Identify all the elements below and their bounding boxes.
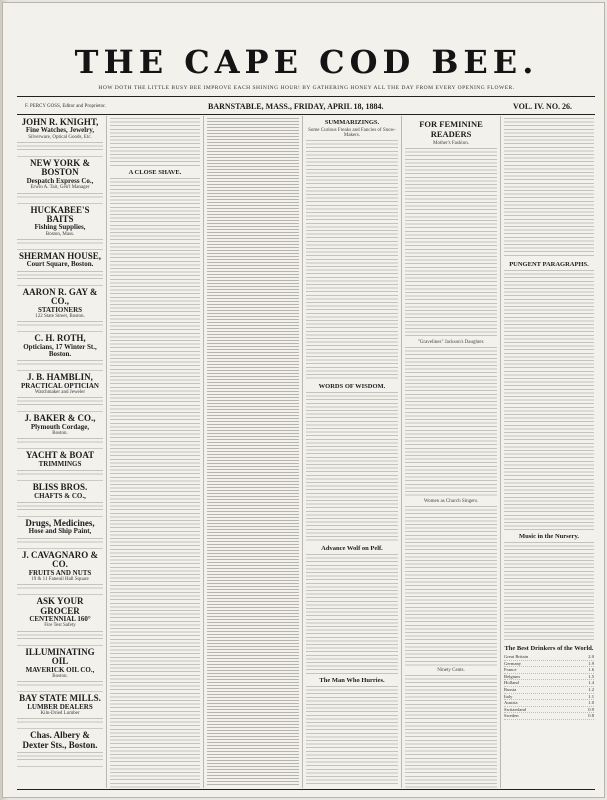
ad-name: C. H. ROTH, [34,333,86,344]
advertisement [17,204,103,250]
table-row-value: 1.2 [588,686,594,692]
column-3 [207,116,299,788]
column-divider [302,116,303,788]
newspaper-masthead: THE CAPE COD BEE. [74,43,539,81]
table-row-label: Holland [504,680,519,686]
column-divider [401,116,402,788]
column-2 [110,116,200,788]
section-heading: SUMMARIZINGS. [324,119,380,126]
ad-detail: Erwin A. Tait, Gen'l Manager [30,185,90,191]
section-heading: WORDS OF WISDOM. [318,383,386,390]
ad-copy [17,271,103,281]
table-row-label: Great Britain [504,654,529,659]
table-row-label: Austria [504,700,518,706]
table-row [504,694,594,701]
table-row [504,687,594,694]
ad-copy [17,397,103,407]
masthead-rule-bottom [17,114,595,115]
article-subheading: Mother's Fashion. [433,141,469,146]
table-row [504,700,594,707]
column-advertisements [17,116,103,788]
section-heading: The Man Who Hurries. [319,677,385,684]
article-body [306,392,398,542]
ad-detail: Boston, Mass. [45,231,75,237]
ad-copy [17,142,103,152]
poem-block [504,118,594,258]
ad-name: ILLUMINATING OIL [25,646,95,667]
ad-name: BLISS BROS. [32,482,88,493]
table-row-value: 0.9 [588,706,594,712]
table-row [504,680,594,687]
table-row [504,674,594,681]
table-row-value: 1.0 [588,700,594,706]
ad-name: SHERMAN HOUSE, [18,250,101,261]
ad-copy [17,538,103,544]
ad-copy [17,718,103,724]
column-divider [500,116,501,788]
ad-line: LUMBER DEALERS [27,702,93,711]
ad-detail: Silverware, Optical Goods, Etc. [28,134,92,140]
table-row [504,707,594,714]
ad-copy [17,360,103,366]
article-body [504,270,594,530]
statistics-table [504,654,594,720]
ad-detail: Boston. [52,431,68,437]
section-heading: FOR FEMININE READERS [419,119,483,139]
article-subheading: Some Curious Freaks and Fancies of Snow-Makers. [308,128,396,138]
article-body [405,675,497,788]
ad-name: JOHN R. KNIGHT, [21,117,99,127]
advertisement [17,449,103,481]
ad-detail: Kiln-Dried Lumber [40,710,80,716]
ad-name: J. B. HAMBLIN, [27,372,93,383]
publisher-line: F. PERCY GOSS, Editor and Proprietor. [25,104,106,109]
table-row-value: 1.6 [588,667,594,673]
article-subheading: Women as Church Singers. [423,499,479,504]
ad-detail: 19 & 11 Faneuil Hall Square [31,576,89,582]
ad-detail: Fire Test Safety [44,623,76,629]
column-5 [405,116,497,788]
ad-line: TRIMMINGS [38,459,82,468]
page-bottom-rule [17,789,595,790]
ad-copy [17,470,103,476]
ad-line: Despatch Express Co., [26,176,94,185]
section-heading: The Best Drinkers of the World. [504,645,594,652]
ad-copy [17,752,103,762]
ad-copy [17,321,103,327]
ad-name: BAY STATE MILLS. [19,693,101,704]
advertisement [17,412,103,449]
advertisement [17,332,103,371]
ad-line: Fishing Supplies, [34,223,86,232]
table-row-value: 1.5 [588,673,594,679]
section-heading: Advance Wolf on Pelf. [321,545,383,552]
advertisement [17,286,103,332]
ad-line: Hose and Ship Paint, [28,527,92,536]
table-row-value: 0.8 [588,713,594,719]
table-row-value: 1.1 [588,693,594,699]
table-row [504,661,594,668]
article-body [405,506,497,666]
ad-name: NEW YORK & BOSTON [29,158,90,178]
column-6 [504,116,594,788]
ad-copy [17,681,103,687]
advertisement [17,481,103,517]
advertisement [17,549,103,595]
ad-name: J. CAVAGNARO & CO. [22,549,98,570]
ad-copy [17,631,103,641]
text-block [110,118,200,166]
article-subheading: "Gravelines" Jackson's Daughter. [417,340,485,345]
ad-copy [17,584,103,590]
article-body [306,686,398,786]
article-body [405,347,497,497]
table-row [504,654,594,661]
table-row-value: 1.4 [588,680,594,686]
volume-number: VOL. IV. NO. 26. [513,102,573,111]
table-row-label: Italy [504,693,513,699]
article-heading: A CLOSE SHAVE. [128,169,182,176]
table-row-label: Sweden [504,713,519,719]
article-body [306,140,398,380]
column-4 [306,116,398,788]
ad-name: AARON R. GAY & CO., [22,286,98,307]
ad-line: Plymouth Cordage, [30,422,90,431]
table-row-value: 1.9 [588,660,594,666]
ad-name: HUCKABEE'S BAITS [30,204,90,224]
ad-line: Fine Watches, Jewelry, [25,126,95,135]
advertisement [17,116,103,157]
advertisement [17,250,103,286]
ad-copy [17,502,103,512]
article-body [110,178,200,788]
advertisement [17,371,103,412]
ad-name: Drugs, Medicines, [25,517,95,528]
column-divider [203,116,204,788]
table-row-label: Germany [504,660,522,666]
ad-name: ASK YOUR GROCER [36,596,84,616]
article-body [504,542,594,642]
ad-line: Court Square, Boston. [26,260,94,269]
ad-line: CHAFTS & CO., [34,491,86,500]
ad-detail: 122 State Street, Boston. [35,313,85,319]
ad-name: YACHT & BOAT [25,450,95,461]
ad-line: CENTENNIAL 160° [29,615,91,624]
advertisement [17,157,103,203]
ad-name: Chas. Albery & Dexter Sts., Boston. [22,730,98,750]
table-row [504,713,594,720]
ad-detail: Boston. [52,673,68,679]
ad-detail: Watchmaker and Jeweler [34,390,86,396]
table-row-label: Switzerland [504,706,526,712]
ad-line: MAVERICK OIL CO., [25,665,95,674]
article-subheading: Ninety Cents. [437,668,465,673]
advertisement [17,692,103,729]
masthead-rule-top [17,96,595,97]
ad-name: J. BAKER & CO., [24,413,96,424]
advertisement [17,729,103,767]
advertisement [17,517,103,549]
section-heading: PUNGENT PARAGRAPHS. [509,261,589,268]
table-row [504,667,594,674]
dateline: BARNSTABLE, MASS., FRIDAY, APRIL 18, 1884. [208,102,384,111]
ad-copy [17,193,103,199]
advertisement [17,595,103,645]
ad-line: Opticians, 17 Winter St., Boston. [23,342,97,358]
table-row-label: Russia [504,686,517,692]
ad-line: PRACTICAL OPTICIAN [21,381,99,390]
table-row-label: France [504,667,517,673]
section-heading: Music in the Nursery. [519,533,579,540]
table-row-label: Belgium [504,673,520,679]
article-body [306,554,398,674]
ad-line: FRUITS AND NUTS [28,568,92,577]
advertisement [17,646,103,692]
ad-line: STATIONERS [37,305,83,314]
table-row-value: 2.0 [588,654,594,659]
ad-copy [17,239,103,245]
article-body [405,148,497,338]
column-divider [106,116,107,788]
article-body [207,118,299,786]
ad-copy [17,438,103,444]
newspaper-motto: HOW DOTH THE LITTLE BUSY BEE IMPROVE EACH SHINING HOUR! BY GATHERING HONEY ALL THE DAY FROM EVERY OPENING FLOWER. [98,85,515,91]
newspaper-page [2,2,605,798]
